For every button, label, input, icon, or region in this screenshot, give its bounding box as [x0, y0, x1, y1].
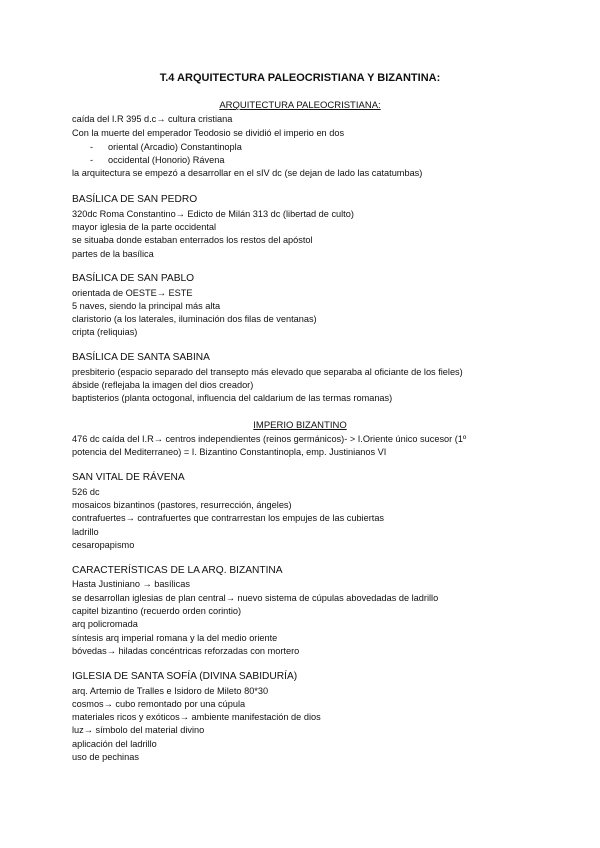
text-line: capitel bizantino (recuerdo orden corintio)	[72, 606, 242, 616]
bullet-dash: -	[90, 142, 94, 152]
list-item-text: oriental (Arcadio) Constantinopla	[108, 142, 242, 152]
text-line: 5 naves, siendo la principal más alta	[72, 301, 221, 311]
text-line: cesaropapismo	[72, 540, 135, 550]
list-item	[90, 155, 224, 165]
text-line: ábside (reflejaba la imagen del dios creador)	[72, 380, 254, 390]
text-line: arq. Artemio de Tralles e Isidoro de Mileto 80*30	[72, 686, 269, 696]
heading-san-vital: SAN VITAL DE RÁVENA	[72, 472, 185, 483]
section-heading-bizantino: IMPERIO BIZANTINO	[253, 420, 347, 431]
text-line: potencia del Mediterraneo) = I. Bizantino Constantinopla, emp. Justinianos VI	[72, 447, 387, 457]
text-line: 320dc Roma Constantino→ Edicto de Milán 313 dc (libertad de culto)	[72, 209, 354, 219]
text-line: contrafuertes→ contrafuertes que contrarrestan los empujes de las cubiertas	[72, 513, 385, 523]
list-item	[90, 142, 242, 152]
text-line: cripta (reliquias)	[72, 327, 138, 337]
heading-santa-sofia: IGLESIA DE SANTA SOFÍA (DIVINA SABIDURÍA)	[72, 671, 298, 682]
text-line: claristorio (a los laterales, iluminación dos filas de ventanas)	[72, 314, 317, 324]
text-line: baptisterios (planta octogonal, influencia del caldarium de las termas romanas)	[72, 393, 393, 403]
text-line: se desarrollan iglesias de plan central→ nuevo sistema de cúpulas abovedadas de ladrillo	[72, 593, 439, 603]
heading-san-pablo: BASÍLICA DE SAN PABLO	[72, 273, 195, 284]
text-line: presbiterio (espacio separado del transepto más elevado que separaba al oficiante de los fieles)	[72, 367, 463, 377]
section-heading-paleocristiana: ARQUITECTURA PALEOCRISTIANA:	[219, 100, 381, 111]
text-line: se situaba donde estaban enterrados los restos del apóstol	[72, 235, 313, 245]
text-line: mayor iglesia de la parte occidental	[72, 222, 217, 232]
text-line: 526 dc	[72, 487, 100, 497]
list-item-text: occidental (Honorio) Rávena	[108, 155, 225, 165]
heading-santa-sabina: BASÍLICA DE SANTA SABINA	[72, 352, 210, 363]
bullet-dash: -	[90, 155, 94, 165]
text-line: arq policromada	[72, 619, 138, 629]
text-line: luz→ símbolo del material divino	[72, 725, 205, 735]
text-line: síntesis arq imperial romana y la del medio oriente	[72, 633, 278, 643]
text-line: Hasta Justiniano → basílicas	[72, 579, 190, 589]
heading-caracteristicas: CARACTERÍSTICAS DE LA ARQ. BIZANTINA	[72, 565, 283, 576]
document-title: T.4 ARQUITECTURA PALEOCRISTIANA Y BIZANTINA:	[159, 72, 441, 84]
text-line: uso de pechinas	[72, 752, 139, 762]
text-line: mosaicos bizantinos (pastores, resurrección, ángeles)	[72, 500, 292, 510]
text-line: la arquitectura se empezó a desarrollar en el sIV dc (se dejan de lado las catatumbas)	[72, 168, 423, 178]
heading-san-pedro: BASÍLICA DE SAN PEDRO	[72, 194, 198, 205]
text-line: materiales ricos y exóticos→ ambiente manifestación de dios	[72, 712, 321, 722]
text-line: aplicación del ladrillo	[72, 739, 157, 749]
text-line: caída del I.R 395 d.c→ cultura cristiana	[72, 114, 233, 124]
text-line: 476 dc caída del I.R→ centros independientes (reinos germánicos)- > I.Oriente único sucesor (1º	[72, 434, 467, 444]
text-line: orientada de OESTE→ ESTE	[72, 288, 193, 298]
text-line: cosmos→ cubo remontado por una cúpula	[72, 699, 246, 709]
text-line: Con la muerte del emperador Teodosio se dividió el imperio en dos	[72, 128, 345, 138]
text-line: partes de la basílica	[72, 249, 154, 259]
text-line: ladrillo	[72, 527, 99, 537]
text-line: bóvedas→ hiladas concéntricas reforzadas con mortero	[72, 646, 300, 656]
